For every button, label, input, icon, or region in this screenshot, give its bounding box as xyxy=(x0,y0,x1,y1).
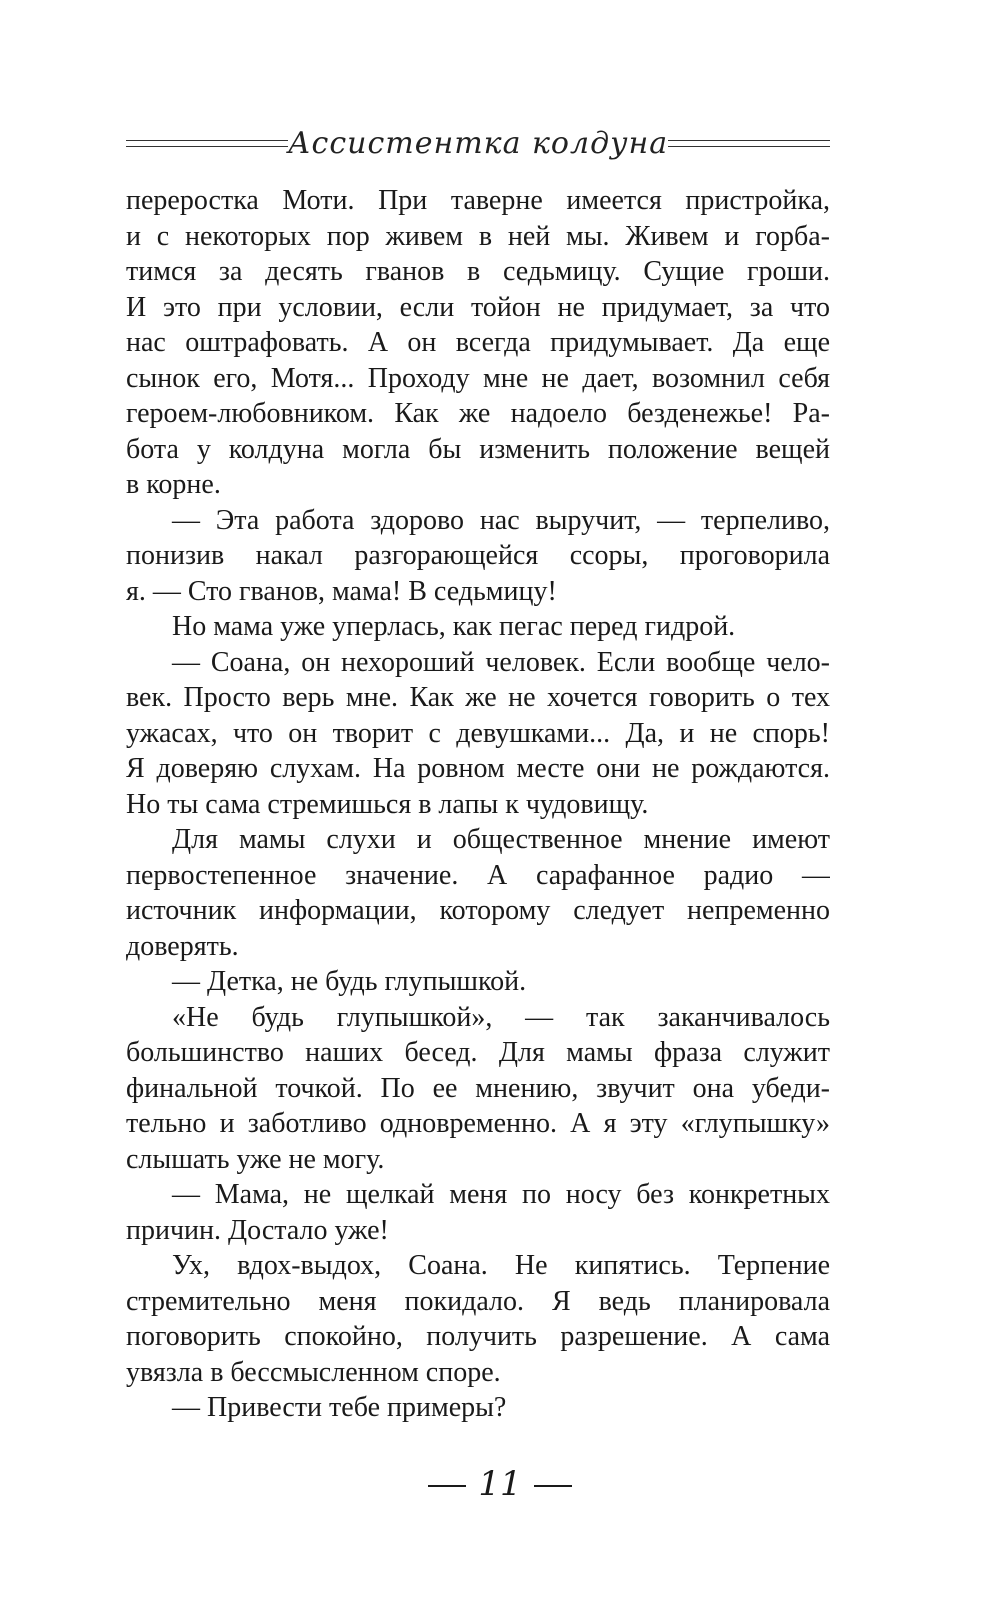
running-head xyxy=(126,118,830,168)
text-line: переростка Моти. При таверне имеется пристройка, xyxy=(126,185,830,216)
text-line: первостепенное значение. А сарафанное радио — xyxy=(126,859,830,891)
text-line: Я доверяю слухам. На ровном месте они не рождаются. xyxy=(126,753,830,784)
text-line: источник информации, которому следует непременно xyxy=(126,895,830,926)
text-line: доверять. xyxy=(126,930,239,962)
page-number xyxy=(0,1464,1000,1504)
page-number-value: 11 xyxy=(478,1464,522,1504)
folio-dash-right xyxy=(534,1485,572,1487)
text-line: нас оштрафовать. А он всегда придумывает. Да еще xyxy=(126,327,830,358)
text-line: большинство наших бесед. Для мамы фраза служит xyxy=(126,1037,830,1068)
text-line: героем-любовником. Как же надоело безденежье! Ра- xyxy=(126,398,830,429)
text-line: ужасах, что он творит с девушками... Да, и не спорь! xyxy=(126,717,830,749)
text-line: Но мама уже уперлась, как пегас перед гидрой. xyxy=(172,611,736,642)
text-line: — Соана, он нехороший человек. Если вообще чело- xyxy=(172,646,830,678)
text-line: тельно и заботливо одновременно. А я эту «глупышку» xyxy=(126,1108,830,1139)
text-line: И это при условии, если тойон не придумает, за что xyxy=(126,291,830,323)
text-line: причин. Достало уже! xyxy=(126,1214,389,1246)
running-head-rule-right xyxy=(668,140,830,147)
running-head-rule-left xyxy=(126,140,288,147)
text-line: понизив накал разгорающейся ссоры, проговорила xyxy=(126,540,830,571)
text-line: увязла в бессмысленном споре. xyxy=(126,1356,501,1388)
text-line: тимся за десять гванов в седьмицу. Сущие гроши. xyxy=(126,256,830,287)
text-line: я. — Сто гванов, мама! В седьмицу! xyxy=(126,575,557,607)
text-line: и с некоторых пор живем в ней мы. Живем и горба- xyxy=(126,220,830,252)
text-line: — Детка, не будь глупышкой. xyxy=(172,966,527,997)
text-line: финальной точкой. По ее мнению, звучит она убеди- xyxy=(126,1072,830,1104)
page-body-text xyxy=(126,183,830,1426)
text-line: слышать уже не могу. xyxy=(126,1143,385,1175)
running-head-title: Ассистентка колдуна xyxy=(287,125,669,161)
text-line: сынок его, Мотя... Проходу мне не дает, возомнил себя xyxy=(126,362,830,394)
folio-dash-left xyxy=(428,1485,466,1487)
text-line: век. Просто верь мне. Как же не хочется говорить о тех xyxy=(126,682,830,713)
text-line: Но ты сама стремишься в лапы к чудовищу. xyxy=(126,788,649,820)
text-line: — Эта работа здорово нас выручит, — терпеливо, xyxy=(172,504,830,536)
text-line: в корне. xyxy=(126,469,221,500)
text-line: — Мама, не щелкай меня по носу без конкретных xyxy=(172,1179,830,1210)
text-line: Для мамы слухи и общественное мнение имеют xyxy=(172,824,830,855)
text-line: стремительно меня покидало. Я ведь планировала xyxy=(126,1285,830,1317)
text-line: «Не будь глупышкой», — так заканчивалось xyxy=(172,1001,830,1033)
text-line: — Привести тебе примеры? xyxy=(172,1392,507,1423)
text-line: Ух, вдох-выдох, Соана. Не кипятись. Терпение xyxy=(172,1250,830,1281)
text-line: бота у колдуна могла бы изменить положение вещей xyxy=(126,433,830,465)
text-line: поговорить спокойно, получить разрешение. А сама xyxy=(126,1321,830,1352)
